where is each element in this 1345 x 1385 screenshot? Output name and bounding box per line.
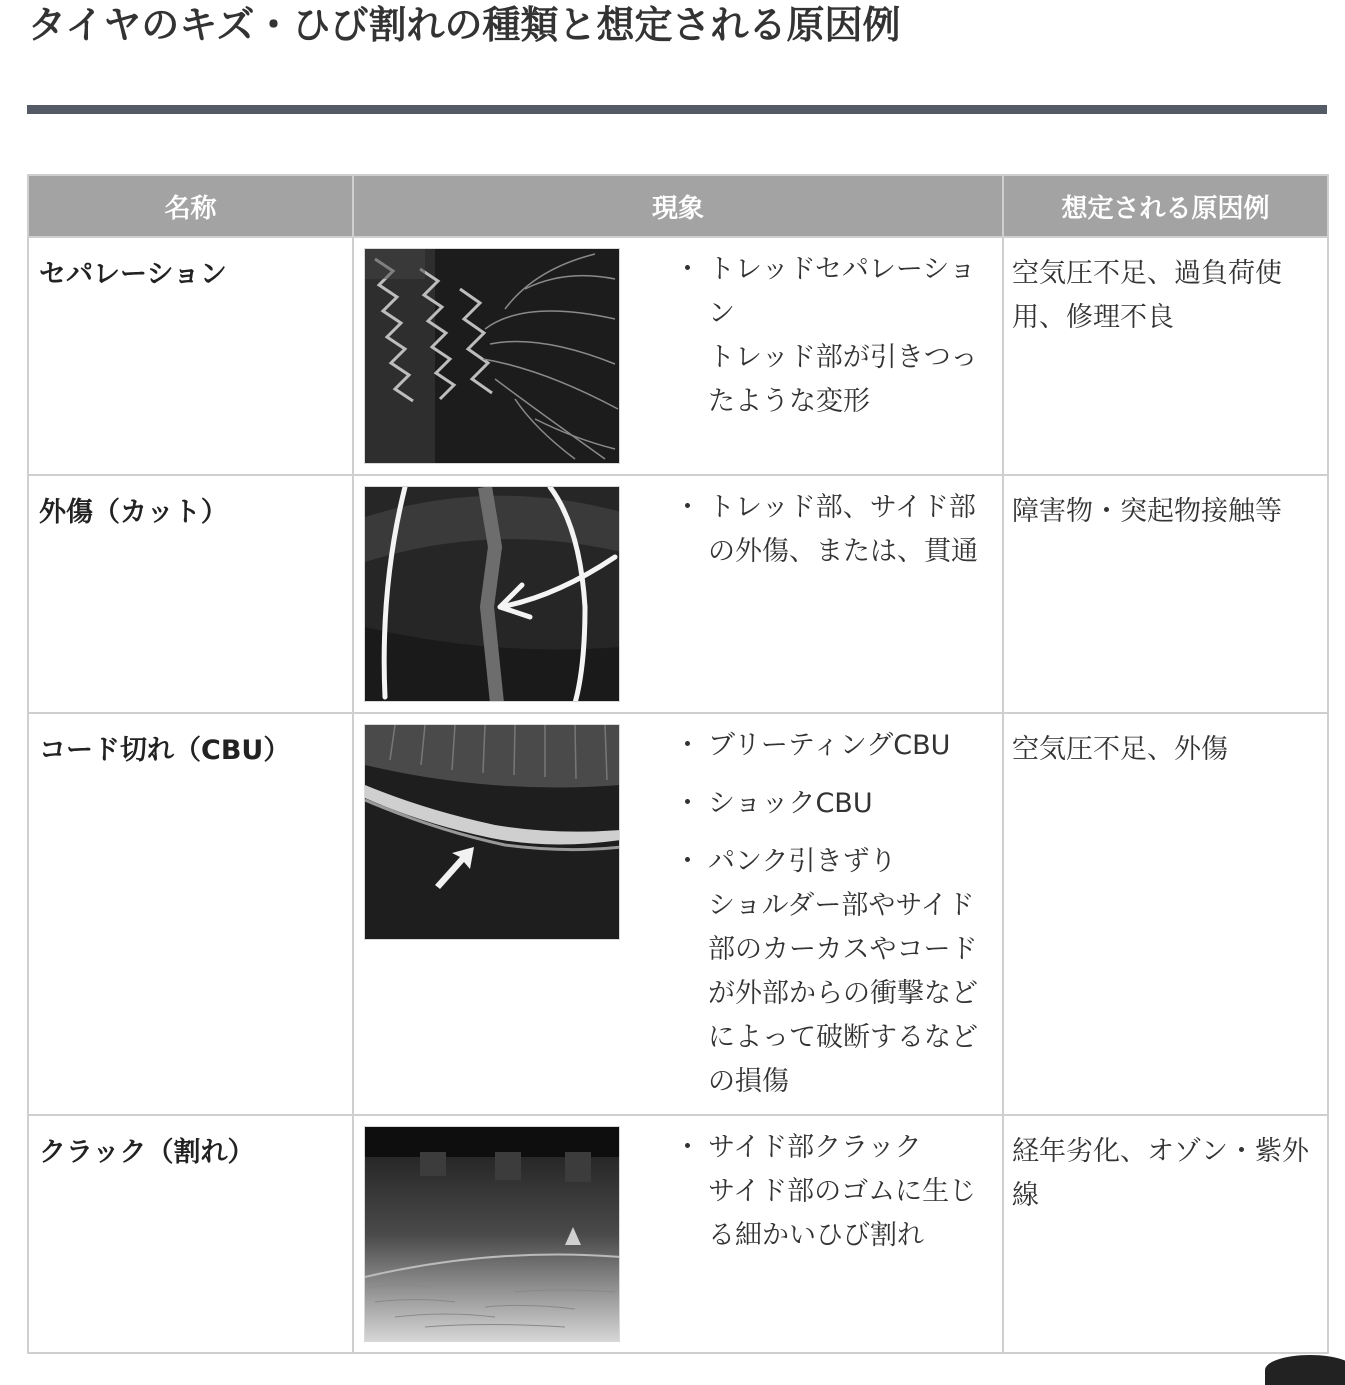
tire-separation-photo — [364, 248, 620, 464]
tire-cut-photo — [364, 486, 620, 702]
list-item — [670, 248, 992, 424]
header-cause: 想定される原因例 — [1003, 175, 1328, 237]
phenomenon-cell — [353, 475, 1003, 713]
damage-name: クラック（割れ） — [28, 1115, 353, 1353]
damage-name: セパレーション — [28, 237, 353, 475]
list-item — [670, 724, 992, 768]
list-item — [670, 1126, 992, 1258]
phenomenon-desc: サイド部のゴムに生じる細かいひび割れ — [708, 1176, 977, 1251]
phenomenon-desc: トレッド部が引きつったような変形 — [708, 342, 978, 417]
cause-cell: 空気圧不足、外傷 — [1003, 713, 1328, 1115]
phenomenon-cell — [353, 1115, 1003, 1353]
damage-name: 外傷（カット） — [28, 475, 353, 713]
bullet: ・ — [674, 492, 701, 523]
tire-crack-photo — [364, 1126, 620, 1342]
tire-damage-table — [27, 174, 1329, 1354]
phenomenon-label: ブリーティングCBU — [708, 730, 951, 761]
phenomenon-label: ショックCBU — [708, 788, 873, 819]
title-divider — [27, 105, 1327, 114]
phenomenon-cell — [353, 713, 1003, 1115]
list-item — [670, 840, 992, 1104]
phenomenon-list — [670, 486, 992, 702]
table-row — [28, 237, 1328, 475]
table-row — [28, 475, 1328, 713]
phenomenon-label: パンク引きずり — [708, 846, 897, 877]
table-row — [28, 1115, 1328, 1353]
cause-cell: 経年劣化、オゾン・紫外線 — [1003, 1115, 1328, 1353]
damage-name: コード切れ（CBU） — [28, 713, 353, 1115]
phenomenon-cell — [353, 237, 1003, 475]
cause-cell: 空気圧不足、過負荷使用、修理不良 — [1003, 237, 1328, 475]
phenomenon-desc: ショルダー部やサイド部のカーカスやコードが外部からの衝撃などによって破断するなどの損傷 — [708, 890, 978, 1097]
page-title: タイヤのキズ・ひび割れの種類と想定される原因例 — [28, 3, 901, 47]
phenomenon-label: トレッドセパレーション — [708, 254, 976, 329]
bullet: ・ — [674, 254, 701, 285]
cause-cell: 障害物・突起物接触等 — [1003, 475, 1328, 713]
bullet: ・ — [674, 1132, 701, 1163]
header-name: 名称 — [28, 175, 353, 237]
phenomenon-list — [670, 1126, 992, 1342]
phenomenon-list — [670, 248, 992, 464]
bullet: ・ — [674, 846, 701, 877]
table-header-row — [28, 175, 1328, 237]
bullet: ・ — [674, 788, 701, 819]
header-phenomenon: 現象 — [353, 175, 1003, 237]
phenomenon-label: サイド部クラック — [708, 1132, 922, 1163]
list-item — [670, 486, 992, 574]
phenomenon-list — [670, 724, 992, 1104]
bullet: ・ — [674, 730, 701, 761]
floating-button-edge[interactable] — [1265, 1355, 1345, 1385]
list-item — [670, 782, 992, 826]
table-row — [28, 713, 1328, 1115]
tire-cord-break-photo — [364, 724, 620, 940]
phenomenon-label: トレッド部、サイド部の外傷、または、貫通 — [708, 492, 978, 567]
